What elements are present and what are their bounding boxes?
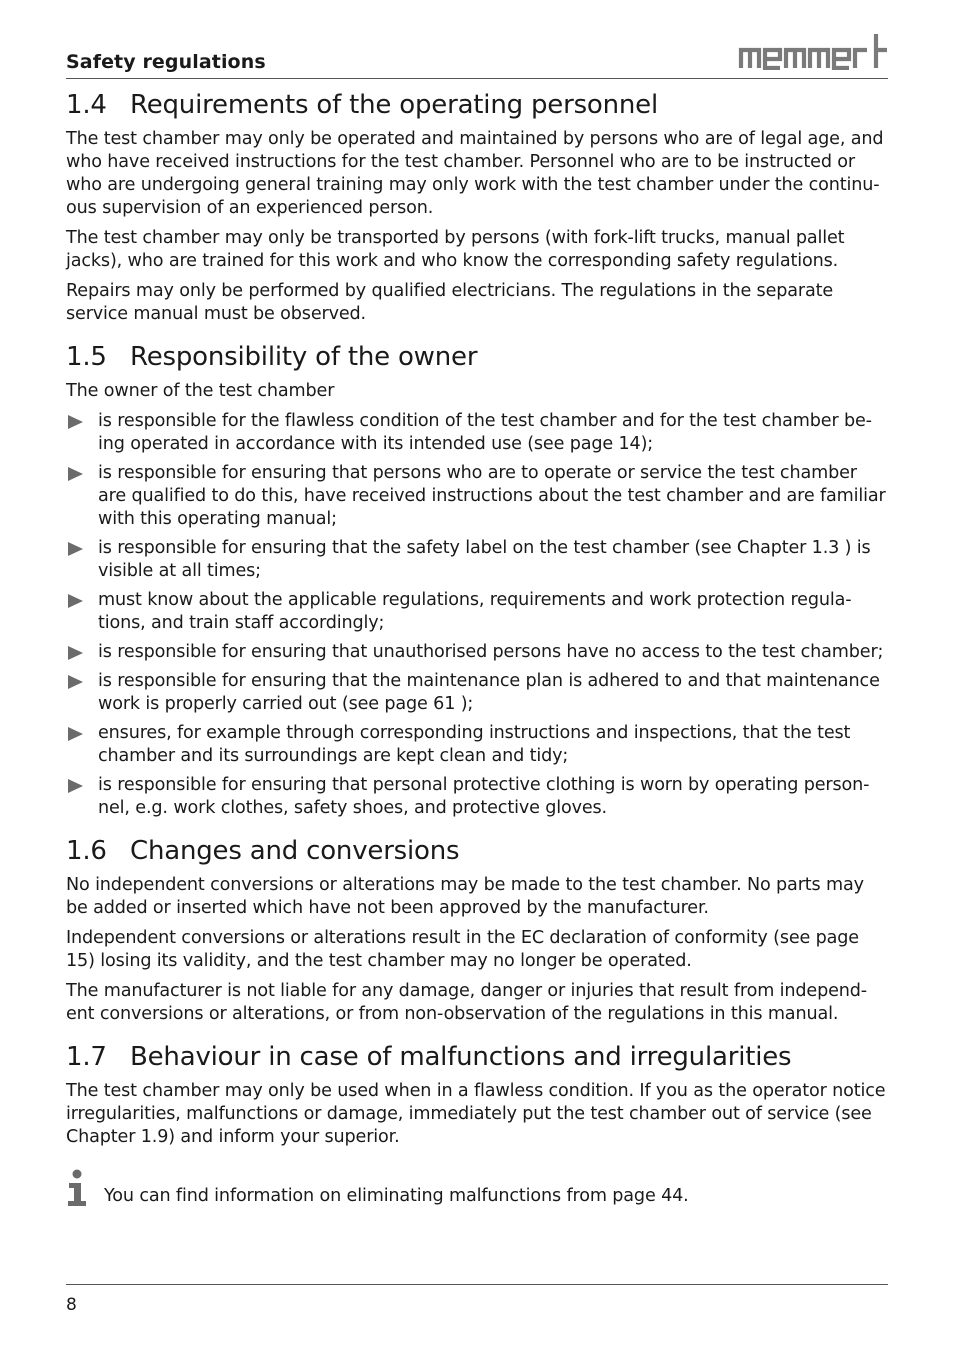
list-item-text: is responsible for ensuring that persons who are to operate or service the test chamber are qualified to do this, have received instructions about the test chamber and are familiar with this operating manual; [98, 463, 886, 529]
paragraph: The test chamber may only be operated and maintained by persons who are of legal age, and who have received instructions for the test chamber. Personnel who are to be instructed or who are undergoing general training may only work with the test chamber under the continu-ous supervision of an experienced person. [66, 129, 884, 218]
paragraph: The manufacturer is not liable for any damage, danger or injuries that result from independ-ent conversions or alterations, or from non-observation of the regulations in this manual. [66, 981, 867, 1024]
list-item-text: ensures, for example through corresponding instructions and inspections, that the test chamber and its surroundings are kept clean and tidy; [98, 723, 851, 766]
list-item-text: is responsible for ensuring that unauthorised persons have no access to the test chamber; [98, 642, 884, 662]
paragraph: The test chamber may only be used when in a flawless condition. If you as the operator notice irregularities, malfunctions or damage, immediately put the test chamber out of service (see Chapter 1.9) and inform your superior. [66, 1081, 886, 1147]
info-text: You can find information on eliminating malfunctions from page 44. [104, 1186, 689, 1206]
section-title: Changes and conversions [130, 836, 460, 866]
paragraph: No independent conversions or alterations may be made to the test chamber. No parts may be added or inserted which have not been approved by the manufacturer. [66, 875, 864, 918]
paragraph: The owner of the test chamber [66, 381, 335, 401]
list-item-text: is responsible for ensuring that personal protective clothing is worn by operating person-nel, e.g. work clothes, safety shoes, and protective gloves. [98, 775, 870, 818]
list-item [66, 670, 890, 716]
list-item [66, 722, 890, 768]
list-item [66, 774, 890, 820]
info-icon [66, 1169, 90, 1207]
list-item-text: is responsible for ensuring that the safety label on the test chamber (see Chapter 1.3 ) is visible at all times; [98, 538, 871, 581]
paragraph: The test chamber may only be transported by persons (with fork-lift trucks, manual pallet jacks), who are trained for this work and who know the corresponding safety regulations. [66, 228, 845, 271]
list-item [66, 641, 890, 664]
triangle-right-icon [68, 415, 83, 429]
triangle-right-icon [68, 542, 83, 556]
section-title: Responsibility of the owner [130, 342, 478, 372]
section-number: 1.6 [66, 836, 107, 866]
page-header [66, 28, 888, 79]
paragraph: Repairs may only be performed by qualified electricians. The regulations in the separate service manual must be observed. [66, 281, 834, 324]
section-heading [66, 340, 890, 374]
list-item-text: must know about the applicable regulations, requirements and work protection regula-tions, and train staff accordingly; [98, 590, 852, 633]
section-title: Requirements of the operating personnel [130, 90, 658, 120]
list-item-text: is responsible for ensuring that the maintenance plan is adhered to and that maintenance work is properly carried out (see page 61 ); [98, 671, 880, 714]
section-number: 1.4 [66, 90, 107, 120]
page-footer [66, 1284, 888, 1315]
triangle-right-icon [68, 675, 83, 689]
triangle-right-icon [68, 594, 83, 608]
section-heading [66, 834, 890, 868]
paragraph: Independent conversions or alterations result in the EC declaration of conformity (see page 15) losing its validity, and the test chamber may no longer be operated. [66, 928, 859, 971]
section-1-4 [66, 88, 890, 326]
triangle-right-icon [68, 779, 83, 793]
list-item [66, 537, 890, 583]
page-number: 8 [66, 1295, 77, 1315]
list-item [66, 410, 890, 456]
info-note [66, 1169, 890, 1209]
bullet-list [66, 410, 890, 820]
page-content [66, 88, 890, 1223]
triangle-right-icon [68, 727, 83, 741]
triangle-right-icon [68, 646, 83, 660]
memmert-logo [738, 32, 888, 70]
section-1-5 [66, 340, 890, 820]
section-1-7 [66, 1040, 890, 1209]
list-item [66, 462, 890, 531]
section-number: 1.5 [66, 342, 107, 372]
triangle-right-icon [68, 467, 83, 481]
section-number: 1.7 [66, 1042, 107, 1072]
list-item [66, 589, 890, 635]
header-title: Safety regulations [66, 51, 266, 73]
section-title: Behaviour in case of malfunctions and irregularities [130, 1042, 792, 1072]
section-1-6 [66, 834, 890, 1026]
section-heading [66, 1040, 890, 1074]
section-heading [66, 88, 890, 122]
list-item-text: is responsible for the flawless condition of the test chamber and for the test chamber be-ing operated in accordance with its intended use (see page 14); [98, 411, 872, 454]
